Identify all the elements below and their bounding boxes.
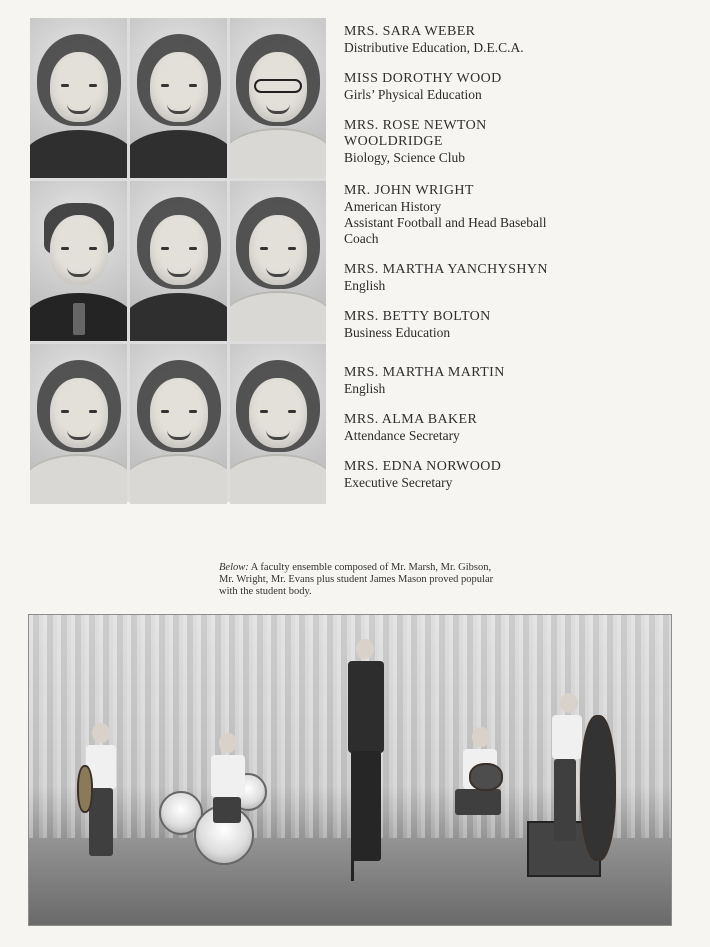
staff-role: English (344, 278, 386, 293)
caption-text: A faculty ensemble composed of Mr. Marsh, Mr. Gibson, Mr. Wright, Mr. Evans plus student James Mason proved popular with the student body. (219, 562, 494, 597)
staff-entry-7 (344, 365, 674, 397)
portrait-9 (230, 344, 326, 504)
photo-caption (219, 562, 499, 598)
staff-role: Attendance Secretary (344, 428, 460, 443)
faculty-band-photo (28, 614, 672, 926)
bass-player (544, 693, 626, 883)
staff-role: Biology, Science Club (344, 150, 465, 165)
staff-entry-9 (344, 459, 674, 491)
staff-entry-8 (344, 412, 674, 444)
staff-role: Distributive Education, D.E.C.A. (344, 40, 524, 55)
staff-entry-6 (344, 309, 674, 341)
staff-entry-5 (344, 262, 674, 294)
staff-role: English (344, 381, 386, 396)
portrait-4 (30, 181, 127, 341)
staff-name: MRS. ALMA BAKER (344, 412, 478, 427)
staff-role: Girls’ Physical Education (344, 87, 482, 102)
staff-name: MRS. EDNA NORWOOD (344, 459, 502, 474)
portrait-1 (30, 18, 127, 178)
portrait-7 (30, 344, 127, 504)
staff-entry-2 (344, 71, 674, 103)
portrait-5 (130, 181, 227, 341)
drummer (201, 733, 255, 883)
staff-entry-4 (344, 183, 674, 247)
staff-role: Business Education (344, 325, 451, 340)
staff-entry-3 (344, 118, 674, 166)
caption-prefix: Below: (219, 562, 249, 573)
staff-list (344, 24, 674, 504)
staff-name: MRS. ROSE NEWTON WOOLDRIDGE (344, 118, 487, 149)
staff-name: MRS. BETTY BOLTON (344, 309, 491, 324)
portrait-2 (130, 18, 227, 178)
portrait-3 (230, 18, 326, 178)
staff-name: MISS DOROTHY WOOD (344, 71, 502, 86)
staff-name: MR. JOHN WRIGHT (344, 183, 474, 198)
staff-role: American History Assistant Football and Head Baseball Coach (344, 199, 547, 246)
staff-name: MRS. MARTHA YANCHYSHYN (344, 262, 548, 277)
master-of-ceremonies (334, 639, 398, 883)
faculty-portrait-grid (30, 18, 326, 502)
staff-role: Executive Secretary (344, 475, 453, 490)
staff-name: MRS. MARTHA MARTIN (344, 365, 505, 380)
portrait-8 (130, 344, 227, 504)
portrait-6 (230, 181, 326, 341)
staff-entry-1 (344, 24, 674, 56)
staff-name: MRS. SARA WEBER (344, 24, 476, 39)
saxophone-player (77, 723, 129, 883)
guitar-player (439, 727, 519, 883)
